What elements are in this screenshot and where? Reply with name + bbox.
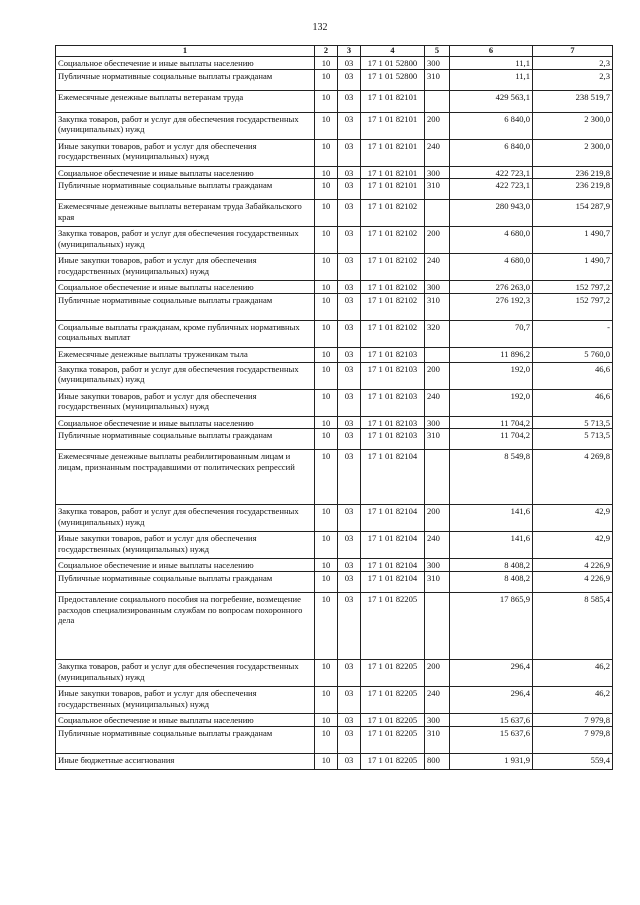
row-name: Иные закупки товаров, работ и услуг для обеспечения государственных (муниципальных) нужд: [56, 532, 315, 559]
row-value-col6: 296,4: [450, 659, 533, 686]
row-name: Ежемесячные денежные выплаты труженикам тыла: [56, 347, 315, 362]
row-name: Публичные нормативные социальные выплаты гражданам: [56, 726, 315, 753]
table-row: [56, 139, 613, 166]
row-subsection: 03: [338, 281, 361, 294]
row-subsection: 03: [338, 532, 361, 559]
row-expense-type: 310: [425, 293, 450, 320]
table-row: [56, 753, 613, 769]
row-subsection: 03: [338, 293, 361, 320]
header-row: [56, 46, 613, 57]
row-value-col7: 2 300,0: [533, 112, 613, 139]
row-section: 10: [315, 90, 338, 112]
row-subsection: 03: [338, 686, 361, 713]
row-value-col6: 8 408,2: [450, 571, 533, 592]
row-value-col7: 4 269,8: [533, 450, 613, 505]
row-value-col6: 141,6: [450, 505, 533, 532]
row-subsection: 03: [338, 559, 361, 572]
row-target-code: 17 1 01 82104: [361, 505, 425, 532]
row-target-code: 17 1 01 82205: [361, 726, 425, 753]
table-row: [56, 726, 613, 753]
row-target-code: 17 1 01 82205: [361, 592, 425, 659]
row-value-col7: 1 490,7: [533, 227, 613, 254]
row-subsection: 03: [338, 713, 361, 726]
row-value-col6: 11,1: [450, 57, 533, 70]
table-row: [56, 57, 613, 70]
row-value-col6: 276 192,3: [450, 293, 533, 320]
row-expense-type: 320: [425, 320, 450, 347]
row-expense-type: 310: [425, 429, 450, 450]
row-section: 10: [315, 713, 338, 726]
row-value-col7: 46,2: [533, 659, 613, 686]
row-name: Социальное обеспечение и иные выплаты населению: [56, 57, 315, 70]
table-row: [56, 254, 613, 281]
table-row: [56, 559, 613, 572]
row-name: Социальное обеспечение и иные выплаты населению: [56, 416, 315, 429]
table-row: [56, 320, 613, 347]
row-expense-type: 300: [425, 57, 450, 70]
row-value-col6: 429 563,1: [450, 90, 533, 112]
row-value-col7: 152 797,2: [533, 293, 613, 320]
row-target-code: 17 1 01 82205: [361, 686, 425, 713]
row-value-col7: 4 226,9: [533, 559, 613, 572]
row-expense-type: 300: [425, 166, 450, 179]
row-value-col7: 42,9: [533, 505, 613, 532]
row-name: Социальное обеспечение и иные выплаты населению: [56, 713, 315, 726]
row-name: Публичные нормативные социальные выплаты гражданам: [56, 571, 315, 592]
row-name: Ежемесячные денежные выплаты реабилитированным лицам и лицам, признанным пострадавшими от политических репрессий: [56, 450, 315, 505]
table-row: [56, 112, 613, 139]
page-number: 132: [312, 22, 328, 33]
row-section: 10: [315, 505, 338, 532]
row-section: 10: [315, 293, 338, 320]
table-row: [56, 179, 613, 200]
column-header: 6: [450, 46, 533, 57]
row-subsection: 03: [338, 416, 361, 429]
row-value-col7: 2 300,0: [533, 139, 613, 166]
row-value-col6: 422 723,1: [450, 179, 533, 200]
row-name: Социальные выплаты гражданам, кроме публичных нормативных социальных выплат: [56, 320, 315, 347]
row-value-col7: 46,6: [533, 389, 613, 416]
table-row: [56, 429, 613, 450]
row-section: 10: [315, 281, 338, 294]
row-expense-type: 310: [425, 571, 450, 592]
row-value-col6: 4 680,0: [450, 227, 533, 254]
row-name: Закупка товаров, работ и услуг для обеспечения государственных (муниципальных) нужд: [56, 227, 315, 254]
row-section: 10: [315, 57, 338, 70]
row-expense-type: 240: [425, 139, 450, 166]
row-value-col6: 141,6: [450, 532, 533, 559]
row-target-code: 17 1 01 82205: [361, 713, 425, 726]
row-value-col6: 8 549,8: [450, 450, 533, 505]
row-expense-type: 240: [425, 686, 450, 713]
row-name: Публичные нормативные социальные выплаты гражданам: [56, 69, 315, 90]
row-section: 10: [315, 659, 338, 686]
row-target-code: 17 1 01 82205: [361, 753, 425, 769]
row-target-code: 17 1 01 82103: [361, 416, 425, 429]
row-expense-type: 300: [425, 713, 450, 726]
table-row: [56, 592, 613, 659]
column-header: 1: [56, 46, 315, 57]
row-section: 10: [315, 429, 338, 450]
column-header: 4: [361, 46, 425, 57]
row-expense-type: 200: [425, 659, 450, 686]
column-header: 5: [425, 46, 450, 57]
table-row: [56, 293, 613, 320]
row-expense-type: [425, 592, 450, 659]
row-value-col7: 46,2: [533, 686, 613, 713]
table-row: [56, 532, 613, 559]
row-target-code: 17 1 01 82102: [361, 200, 425, 227]
row-target-code: 17 1 01 52800: [361, 69, 425, 90]
table-row: [56, 713, 613, 726]
row-section: 10: [315, 320, 338, 347]
row-expense-type: [425, 200, 450, 227]
row-value-col6: 280 943,0: [450, 200, 533, 227]
row-value-col7: 5 760,0: [533, 347, 613, 362]
row-name: Иные закупки товаров, работ и услуг для обеспечения государственных (муниципальных) нужд: [56, 139, 315, 166]
row-section: 10: [315, 532, 338, 559]
row-section: 10: [315, 753, 338, 769]
row-subsection: 03: [338, 450, 361, 505]
table-row: [56, 571, 613, 592]
row-target-code: 17 1 01 82103: [361, 362, 425, 389]
row-target-code: 17 1 01 82103: [361, 429, 425, 450]
table-row: [56, 69, 613, 90]
table-row: [56, 416, 613, 429]
row-target-code: 17 1 01 82103: [361, 389, 425, 416]
row-expense-type: 300: [425, 416, 450, 429]
row-expense-type: 200: [425, 227, 450, 254]
row-name: Иные закупки товаров, работ и услуг для обеспечения государственных (муниципальных) нужд: [56, 389, 315, 416]
row-value-col6: 6 840,0: [450, 139, 533, 166]
table-row: [56, 90, 613, 112]
row-value-col7: 42,9: [533, 532, 613, 559]
row-value-col6: 276 263,0: [450, 281, 533, 294]
row-name: Предоставление социального пособия на погребение, возмещение расходов специализированным службам по вопросам похоронного дела: [56, 592, 315, 659]
row-section: 10: [315, 389, 338, 416]
row-section: 10: [315, 362, 338, 389]
row-target-code: 17 1 01 82103: [361, 347, 425, 362]
row-name: Иные закупки товаров, работ и услуг для обеспечения государственных (муниципальных) нужд: [56, 686, 315, 713]
row-expense-type: 240: [425, 254, 450, 281]
row-name: Публичные нормативные социальные выплаты гражданам: [56, 293, 315, 320]
row-section: 10: [315, 686, 338, 713]
row-subsection: 03: [338, 254, 361, 281]
row-section: 10: [315, 571, 338, 592]
row-value-col6: 11 704,2: [450, 416, 533, 429]
row-name: Иные бюджетные ассигнования: [56, 753, 315, 769]
row-subsection: 03: [338, 571, 361, 592]
row-value-col6: 192,0: [450, 389, 533, 416]
row-subsection: 03: [338, 429, 361, 450]
row-name: Социальное обеспечение и иные выплаты населению: [56, 559, 315, 572]
row-section: 10: [315, 726, 338, 753]
table-row: [56, 659, 613, 686]
row-subsection: 03: [338, 139, 361, 166]
row-subsection: 03: [338, 57, 361, 70]
budget-table: [55, 45, 613, 770]
row-value-col6: 11 704,2: [450, 429, 533, 450]
row-expense-type: 310: [425, 726, 450, 753]
row-name: Социальное обеспечение и иные выплаты населению: [56, 166, 315, 179]
row-expense-type: [425, 450, 450, 505]
row-section: 10: [315, 347, 338, 362]
row-value-col6: 70,7: [450, 320, 533, 347]
row-subsection: 03: [338, 227, 361, 254]
row-value-col7: 5 713,5: [533, 416, 613, 429]
row-subsection: 03: [338, 505, 361, 532]
row-subsection: 03: [338, 592, 361, 659]
row-expense-type: 200: [425, 112, 450, 139]
row-target-code: 17 1 01 82102: [361, 320, 425, 347]
row-name: Публичные нормативные социальные выплаты гражданам: [56, 429, 315, 450]
row-expense-type: 310: [425, 179, 450, 200]
row-subsection: 03: [338, 179, 361, 200]
row-value-col7: -: [533, 320, 613, 347]
row-value-col7: 1 490,7: [533, 254, 613, 281]
row-value-col7: 152 797,2: [533, 281, 613, 294]
row-value-col6: 6 840,0: [450, 112, 533, 139]
row-value-col6: 422 723,1: [450, 166, 533, 179]
row-value-col6: 4 680,0: [450, 254, 533, 281]
row-target-code: 17 1 01 82104: [361, 450, 425, 505]
column-header: 3: [338, 46, 361, 57]
row-subsection: 03: [338, 362, 361, 389]
row-expense-type: 200: [425, 505, 450, 532]
row-expense-type: 800: [425, 753, 450, 769]
row-value-col6: 8 408,2: [450, 559, 533, 572]
table-row: [56, 686, 613, 713]
row-expense-type: 240: [425, 532, 450, 559]
row-section: 10: [315, 227, 338, 254]
row-value-col7: 4 226,9: [533, 571, 613, 592]
row-value-col7: 5 713,5: [533, 429, 613, 450]
row-subsection: 03: [338, 200, 361, 227]
row-subsection: 03: [338, 347, 361, 362]
row-target-code: 17 1 01 82102: [361, 254, 425, 281]
row-name: Закупка товаров, работ и услуг для обеспечения государственных (муниципальных) нужд: [56, 362, 315, 389]
row-value-col6: 15 637,6: [450, 713, 533, 726]
row-value-col7: 7 979,8: [533, 726, 613, 753]
row-name: Закупка товаров, работ и услуг для обеспечения государственных (муниципальных) нужд: [56, 659, 315, 686]
row-expense-type: [425, 347, 450, 362]
column-header: 2: [315, 46, 338, 57]
column-header: 7: [533, 46, 613, 57]
row-expense-type: 300: [425, 281, 450, 294]
table-row: [56, 200, 613, 227]
row-target-code: 17 1 01 82101: [361, 166, 425, 179]
row-section: 10: [315, 254, 338, 281]
table-row: [56, 281, 613, 294]
row-expense-type: 200: [425, 362, 450, 389]
row-target-code: 17 1 01 82205: [361, 659, 425, 686]
row-value-col7: 7 979,8: [533, 713, 613, 726]
row-target-code: 17 1 01 82101: [361, 112, 425, 139]
row-target-code: 17 1 01 82104: [361, 571, 425, 592]
row-target-code: 17 1 01 52800: [361, 57, 425, 70]
row-value-col6: 17 865,9: [450, 592, 533, 659]
table-row: [56, 347, 613, 362]
row-value-col7: 2,3: [533, 57, 613, 70]
row-section: 10: [315, 592, 338, 659]
row-value-col7: 238 519,7: [533, 90, 613, 112]
row-value-col7: 559,4: [533, 753, 613, 769]
row-subsection: 03: [338, 90, 361, 112]
row-value-col7: 2,3: [533, 69, 613, 90]
row-section: 10: [315, 450, 338, 505]
row-target-code: 17 1 01 82102: [361, 293, 425, 320]
row-section: 10: [315, 200, 338, 227]
row-subsection: 03: [338, 753, 361, 769]
row-expense-type: 240: [425, 389, 450, 416]
row-name: Закупка товаров, работ и услуг для обеспечения государственных (муниципальных) нужд: [56, 505, 315, 532]
row-subsection: 03: [338, 389, 361, 416]
row-value-col6: 296,4: [450, 686, 533, 713]
table-row: [56, 166, 613, 179]
row-target-code: 17 1 01 82104: [361, 532, 425, 559]
row-subsection: 03: [338, 112, 361, 139]
row-subsection: 03: [338, 320, 361, 347]
row-section: 10: [315, 112, 338, 139]
row-value-col6: 192,0: [450, 362, 533, 389]
row-expense-type: [425, 90, 450, 112]
row-expense-type: 300: [425, 559, 450, 572]
row-expense-type: 310: [425, 69, 450, 90]
row-value-col6: 1 931,9: [450, 753, 533, 769]
table-row: [56, 389, 613, 416]
row-section: 10: [315, 69, 338, 90]
row-subsection: 03: [338, 69, 361, 90]
row-target-code: 17 1 01 82104: [361, 559, 425, 572]
table-row: [56, 450, 613, 505]
table-body: [56, 57, 613, 770]
row-value-col7: 154 287,9: [533, 200, 613, 227]
row-subsection: 03: [338, 659, 361, 686]
row-name: Публичные нормативные социальные выплаты гражданам: [56, 179, 315, 200]
row-section: 10: [315, 559, 338, 572]
row-target-code: 17 1 01 82101: [361, 139, 425, 166]
row-section: 10: [315, 179, 338, 200]
row-value-col7: 8 585,4: [533, 592, 613, 659]
row-value-col6: 11,1: [450, 69, 533, 90]
row-name: Закупка товаров, работ и услуг для обеспечения государственных (муниципальных) нужд: [56, 112, 315, 139]
row-section: 10: [315, 166, 338, 179]
row-target-code: 17 1 01 82101: [361, 179, 425, 200]
row-target-code: 17 1 01 82102: [361, 227, 425, 254]
row-value-col7: 236 219,8: [533, 166, 613, 179]
row-target-code: 17 1 01 82101: [361, 90, 425, 112]
row-name: Ежемесячные денежные выплаты ветеранам труда: [56, 90, 315, 112]
row-subsection: 03: [338, 726, 361, 753]
row-section: 10: [315, 416, 338, 429]
row-name: Социальное обеспечение и иные выплаты населению: [56, 281, 315, 294]
row-target-code: 17 1 01 82102: [361, 281, 425, 294]
row-section: 10: [315, 139, 338, 166]
row-name: Ежемесячные денежные выплаты ветеранам труда Забайкальского края: [56, 200, 315, 227]
row-value-col6: 11 896,2: [450, 347, 533, 362]
row-subsection: 03: [338, 166, 361, 179]
row-value-col7: 236 219,8: [533, 179, 613, 200]
table-row: [56, 362, 613, 389]
table-row: [56, 227, 613, 254]
row-value-col7: 46,6: [533, 362, 613, 389]
row-value-col6: 15 637,6: [450, 726, 533, 753]
row-name: Иные закупки товаров, работ и услуг для обеспечения государственных (муниципальных) нужд: [56, 254, 315, 281]
table-row: [56, 505, 613, 532]
